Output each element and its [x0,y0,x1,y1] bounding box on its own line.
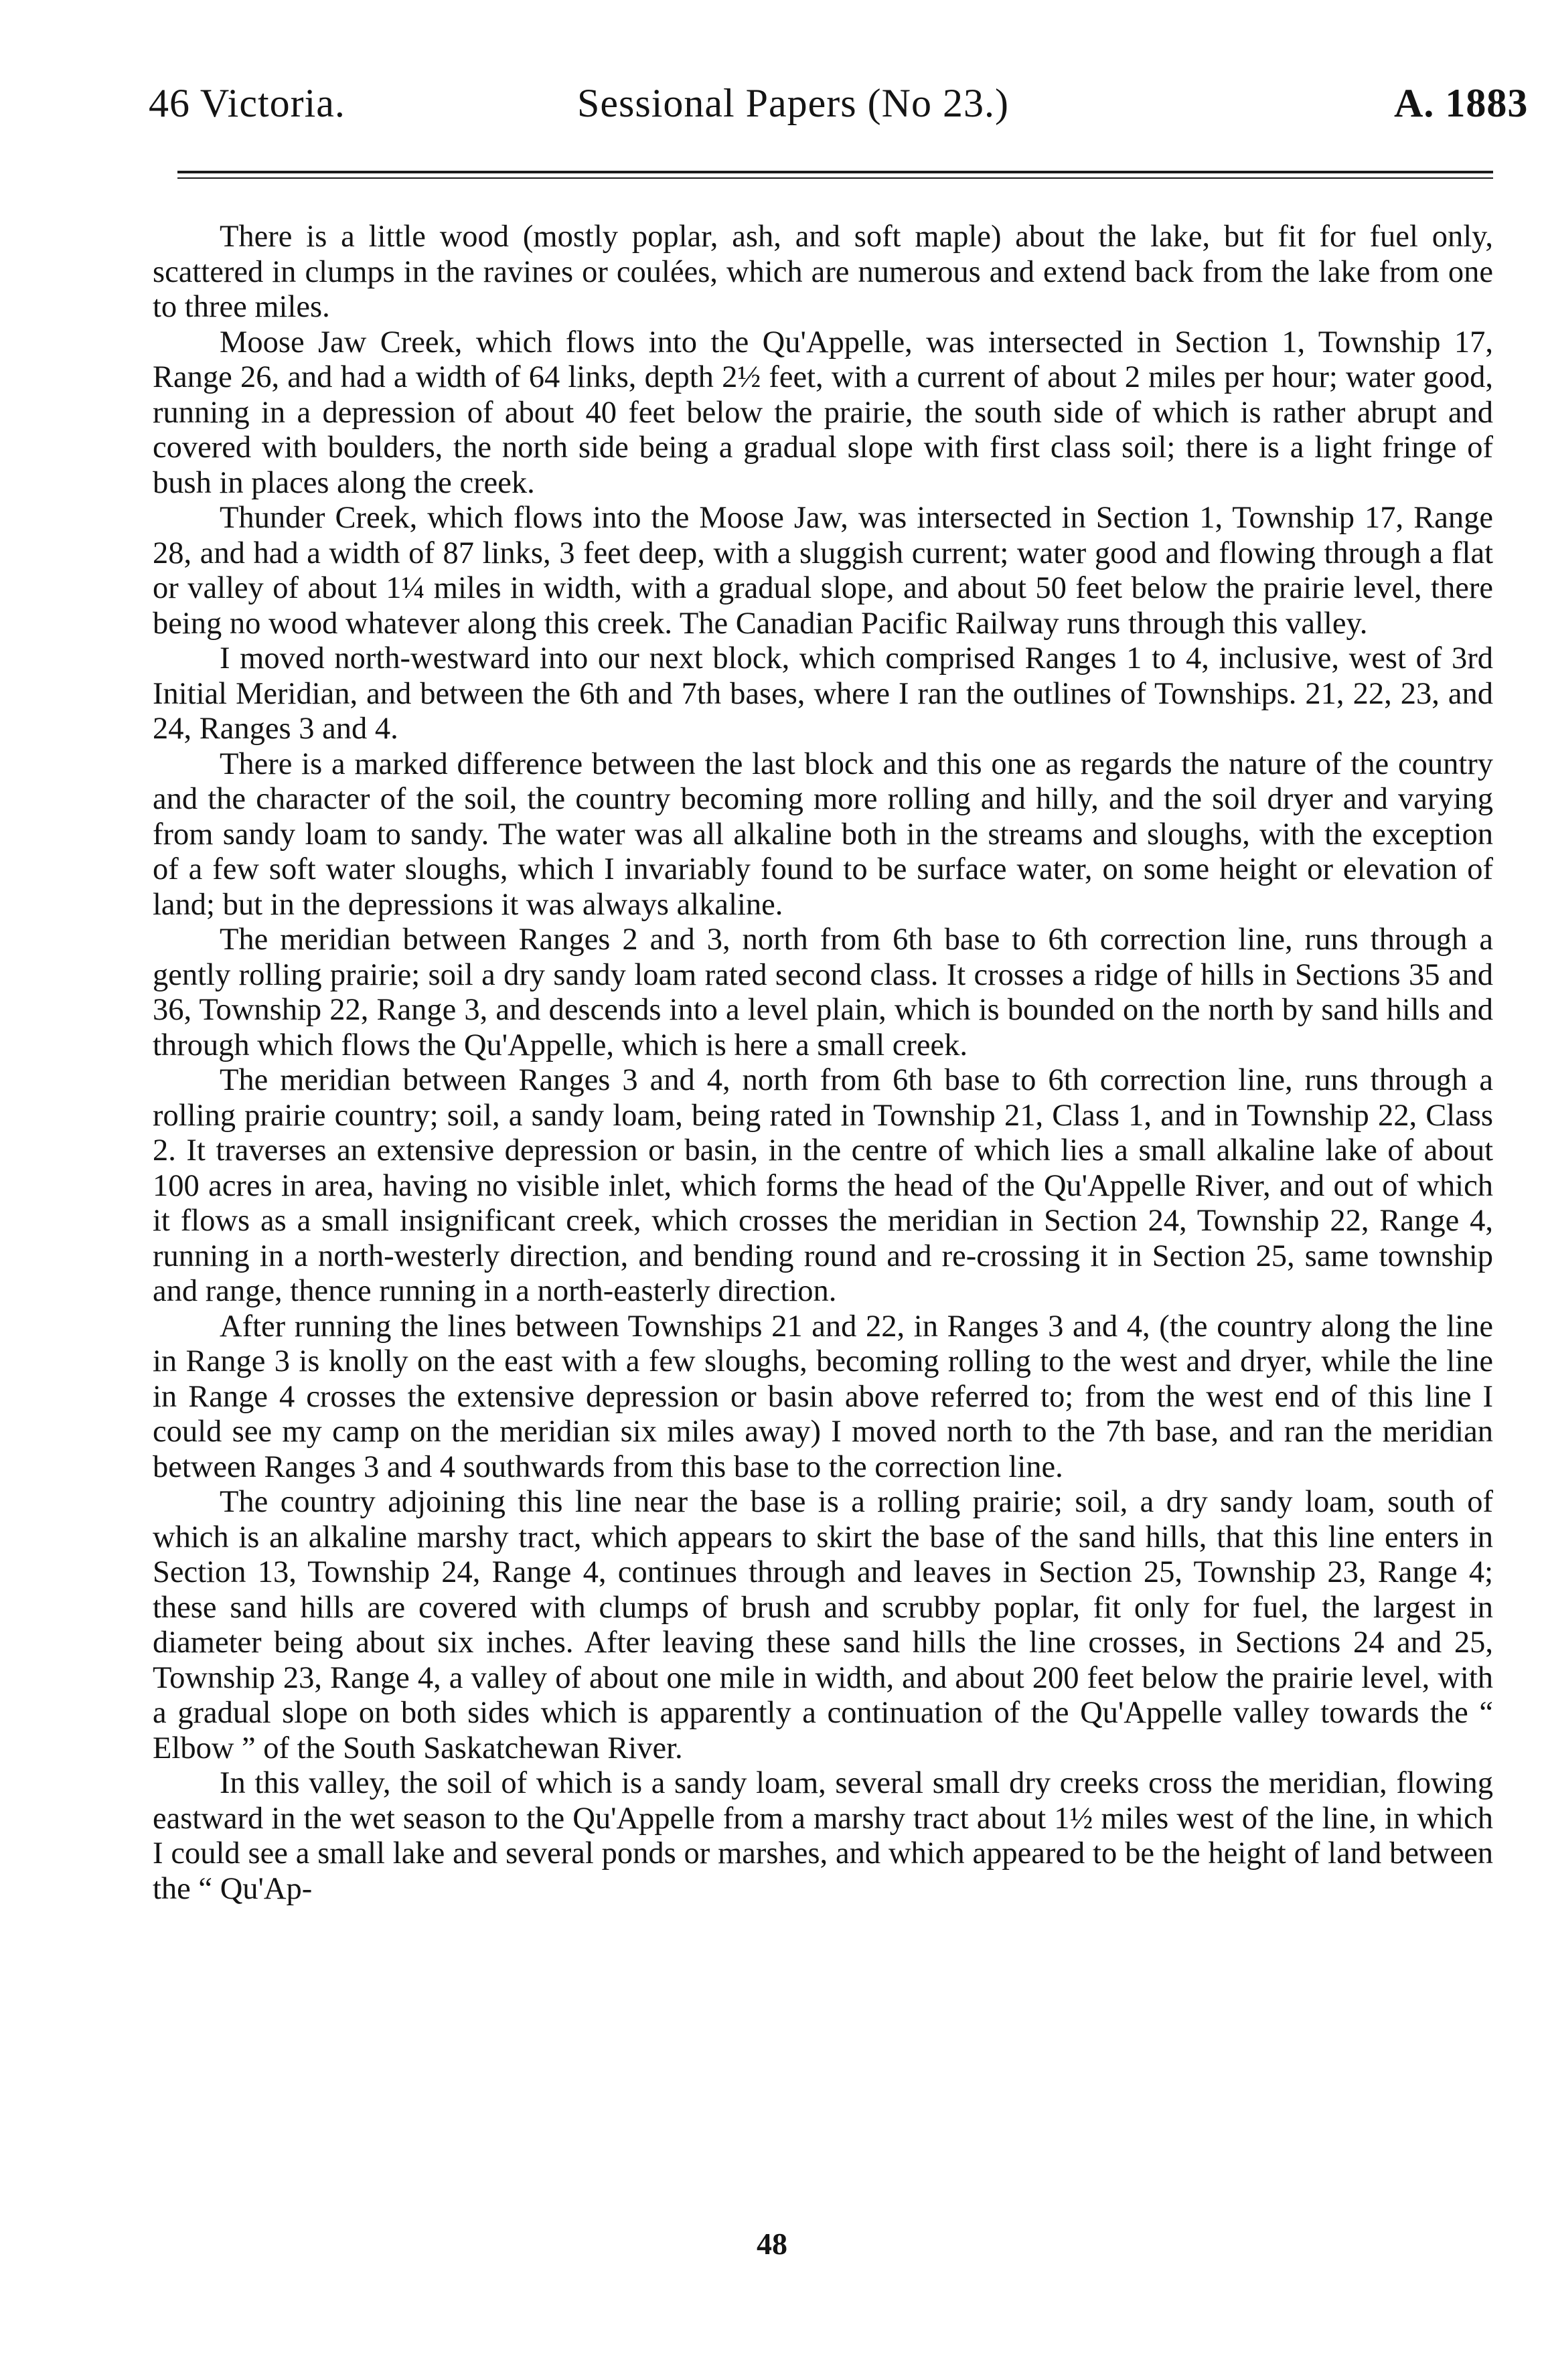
paragraph: The country adjoining this line near the base is a rolling prairie; soil, a dry sandy loam, south of which is an alkaline marshy tract, which appears to skirt the base of the sand hills, that this line enters in Section 13, Township 24, Range 4, continues through and leaves in Section 25, Township 23, Range 4; these sand hills are covered with clumps of brush and scrubby poplar, fit only for fuel, the largest in diameter being about six inches. After leaving these sand hills the line crosses, in Sections 24 and 25, Township 23, Range 4, a valley of about one mile in width, and about 200 feet below the prairie level, with a gradual slope on both sides which is apparently a continuation of the Qu'Appelle valley towards the “ Elbow ” of the South Saskatchewan River. [153,1485,1493,1765]
paragraph: Thunder Creek, which flows into the Moose Jaw, was intersected in Section 1, Township 17, Range 28, and had a width of 87 links, 3 feet deep, with a sluggish current; water good and flowing through a flat or valley of about 1¼ miles in width, with a gradual slope, and about 50 feet below the prairie level, there being no wood whatever along this creek. The Canadian Pacific Railway runs through this valley. [153,501,1493,641]
paragraph: There is a little wood (mostly poplar, ash, and soft maple) about the lake, but fit for fuel only, scattered in clumps in the ravines or coulées, which are numerous and extend back from the lake from one to three miles. [153,220,1493,324]
page-number: 48 [757,2227,787,2261]
paragraph: I moved north-westward into our next block, which comprised Ranges 1 to 4, inclusive, west of 3rd Initial Meridian, and between the 6th and 7th bases, where I ran the outlines of Townships. 21, 22, 23, and 24, Ranges 3 and 4. [153,641,1493,746]
paragraph: There is a marked difference between the last block and this one as regards the nature of the country and the character of the soil, the country becoming more rolling and hilly, and the soil dryer and varying from sandy loam to sandy. The water was all alkaline both in the streams and sloughs, with the exception of a few soft water sloughs, which I invariably found to be surface water, on some height or elevation of land; but in the depressions it was always alkaline. [153,746,1493,922]
paragraph: The meridian between Ranges 2 and 3, north from 6th base to 6th correction line, runs through a gently rolling prairie; soil a dry sandy loam rated second class. It crosses a ridge of hills in Sections 35 and 36, Township 22, Range 3, and descends into a level plain, which is bounded on the north by sand hills and through which flows the Qu'Appelle, which is here a small creek. [153,923,1493,1062]
paragraph: The meridian between Ranges 3 and 4, north from 6th base to 6th correction line, runs through a rolling prairie country; soil, a sandy loam, being rated in Township 21, Class 1, and in Township 22, Class 2. It traverses an extensive depression or basin, in the centre of which lies a small alkaline lake of about 100 acres in area, having no visible inlet, which forms the head of the Qu'Appelle River, and out of which it flows as a small insignificant creek, which crosses the meridian in Section 24, Township 22, Range 4, running in a north-westerly direction, and bending round and re-crossing it in Section 25, same township and range, thence running in a north-easterly direction. [153,1063,1493,1308]
paragraph: In this valley, the soil of which is a sandy loam, several small dry creeks cross the meridian, flowing eastward in the wet season to the Qu'Appelle from a marshy tract about 1½ miles west of the line, in which I could see a small lake and several ponds or marshes, and which appeared to be the height of land between the “ Qu'Ap- [153,1766,1493,1906]
header-rule-thin [177,177,1493,179]
paragraph: After running the lines between Townships 21 and 22, in Ranges 3 and 4, (the country along the line in Range 3 is knolly on the east with a few sloughs, becoming rolling to the west and dryer, while the line in Range 4 crosses the extensive depression or basin above referred to; from the west end of this line I could see my camp on the meridian six miles away) I moved north to the 7th base, and ran the meridian between Ranges 3 and 4 southwards from this base to the correction line. [153,1309,1493,1484]
header-year: A. 1883 [1394,81,1529,125]
report-body [153,220,1493,1907]
header-rule-thick [177,171,1493,173]
paragraph: Moose Jaw Creek, which flows into the Qu'Appelle, was intersected in Section 1, Township 17, Range 26, and had a width of 64 links, depth 2½ feet, with a current of about 2 miles per hour; water good, running in a depression of about 40 feet below the prairie, the south side of which is rather abrupt and covered with boulders, the north side being a gradual slope with first class soil; there is a light fringe of bush in places along the creek. [153,325,1493,500]
running-header [149,80,1544,141]
header-series-title: Sessional Papers (No 23.) [577,81,1009,125]
header-volume: 46 Victoria. [149,81,345,125]
